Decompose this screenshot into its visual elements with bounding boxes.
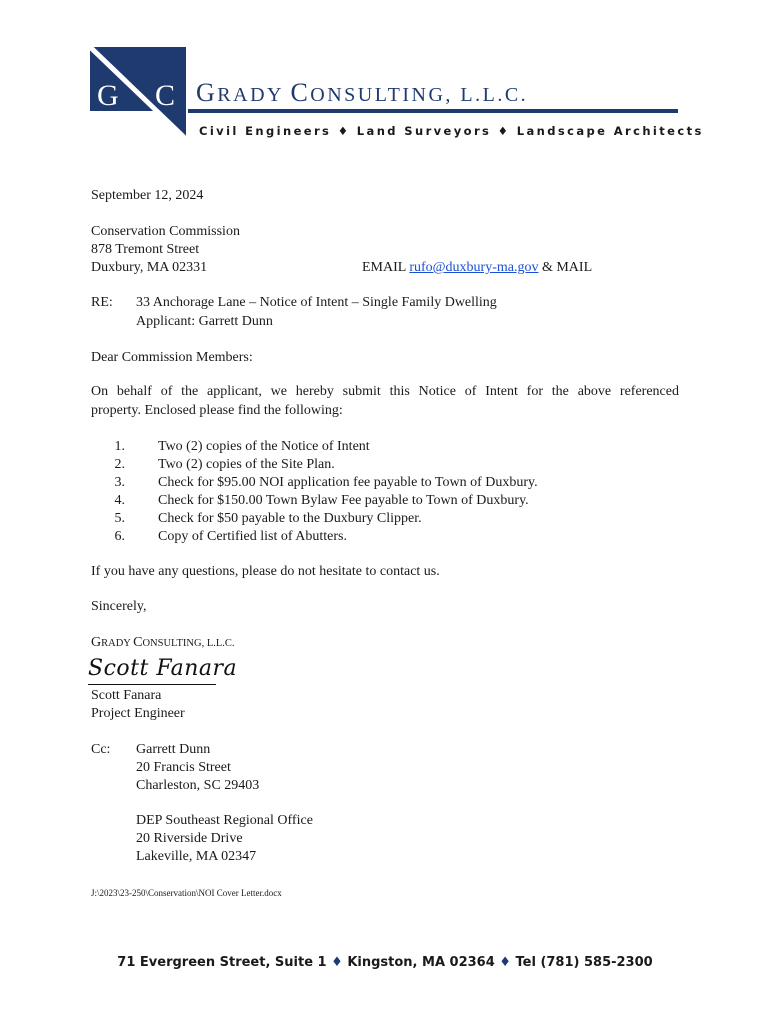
cc-label: Cc: — [91, 742, 111, 757]
logo-rule — [188, 109, 678, 113]
list-item-number: 1. — [114, 439, 125, 454]
company-sig-consulting: ONSULTING, L.L.C. — [142, 638, 235, 649]
re-line1: 33 Anchorage Lane – Notice of Intent – Single Family Dwelling — [136, 295, 497, 310]
logo-letter-g: G — [97, 79, 119, 112]
company-name — [196, 78, 528, 108]
re-line2: Applicant: Garrett Dunn — [136, 314, 273, 329]
list-item-number: 3. — [114, 475, 125, 490]
salutation: Dear Commission Members: — [91, 350, 253, 365]
handwritten-signature: Scott Fanara — [88, 656, 238, 681]
sign-off: Sincerely, — [91, 599, 147, 614]
cc-line: Lakeville, MA 02347 — [136, 849, 257, 864]
list-item-text: Two (2) copies of the Notice of Intent — [158, 439, 370, 454]
letter-date: September 12, 2024 — [91, 188, 204, 203]
cc-line: Charleston, SC 29403 — [136, 778, 260, 793]
list-item-text: Check for $50 payable to the Duxbury Clipper. — [158, 511, 422, 526]
closing-question: If you have any questions, please do not hesitate to contact us. — [91, 564, 440, 579]
company-name-initial-c: C — [290, 78, 311, 107]
list-item-number: 5. — [114, 511, 125, 526]
footer-phone: Tel (781) 585-2300 — [515, 955, 653, 970]
footer-street: 71 Evergreen Street, Suite 1 — [117, 955, 327, 970]
list-item-text: Copy of Certified list of Abutters. — [158, 529, 347, 544]
footer-separator: ♦ — [326, 955, 348, 970]
company-name-rady: RADY — [217, 84, 284, 106]
list-item-number: 6. — [114, 529, 125, 544]
signer-name: Scott Fanara — [91, 688, 162, 703]
cc-line: DEP Southeast Regional Office — [136, 813, 313, 828]
company-sig-rady: RADY — [101, 638, 134, 649]
delivery-method — [362, 259, 592, 277]
footer-address — [0, 955, 770, 970]
file-path: J:\2023\23-250\Conservation\NOI Cover Letter.docx — [91, 888, 282, 898]
list-item-text: Check for $150.00 Town Bylaw Fee payable to Town of Duxbury. — [158, 493, 529, 508]
cc-line: 20 Riverside Drive — [136, 831, 243, 846]
intro-line2: property. Enclosed please find the following: — [91, 403, 343, 418]
list-item-number: 4. — [114, 493, 125, 508]
company-name-initial-g: G — [196, 78, 218, 107]
list-item-text: Check for $95.00 NOI application fee payable to Town of Duxbury. — [158, 475, 538, 490]
company-sig-c: C — [133, 635, 143, 650]
re-label: RE: — [91, 295, 113, 310]
company-sig-g: G — [91, 635, 102, 650]
delivery-suffix: & MAIL — [538, 260, 593, 275]
list-item-number: 2. — [114, 457, 125, 472]
recipient-line3: Duxbury, MA 02331 — [91, 260, 208, 275]
footer-separator: ♦ — [494, 955, 516, 970]
logo-letter-c: C — [155, 79, 176, 112]
cc-line: Garrett Dunn — [136, 742, 211, 757]
signature-underline — [88, 684, 216, 685]
company-signature-block — [91, 633, 235, 651]
recipient-line2: 878 Tremont Street — [91, 242, 200, 257]
delivery-prefix: EMAIL — [362, 260, 410, 275]
company-tagline: Civil Engineers ♦ Land Surveyors ♦ Landscape Architects — [199, 124, 704, 138]
email-link[interactable]: rufo@duxbury-ma.gov — [409, 260, 539, 275]
cc-line: 20 Francis Street — [136, 760, 231, 775]
list-item-text: Two (2) copies of the Site Plan. — [158, 457, 335, 472]
signer-title: Project Engineer — [91, 706, 185, 721]
recipient-line1: Conservation Commission — [91, 224, 240, 239]
footer-city: Kingston, MA 02364 — [347, 955, 495, 970]
intro-line1: On behalf of the applicant, we hereby submit this Notice of Intent for the above referenced — [91, 384, 679, 399]
enclosure-list — [91, 438, 691, 548]
company-name-consulting: ONSULTING, L.L.C. — [310, 84, 529, 106]
